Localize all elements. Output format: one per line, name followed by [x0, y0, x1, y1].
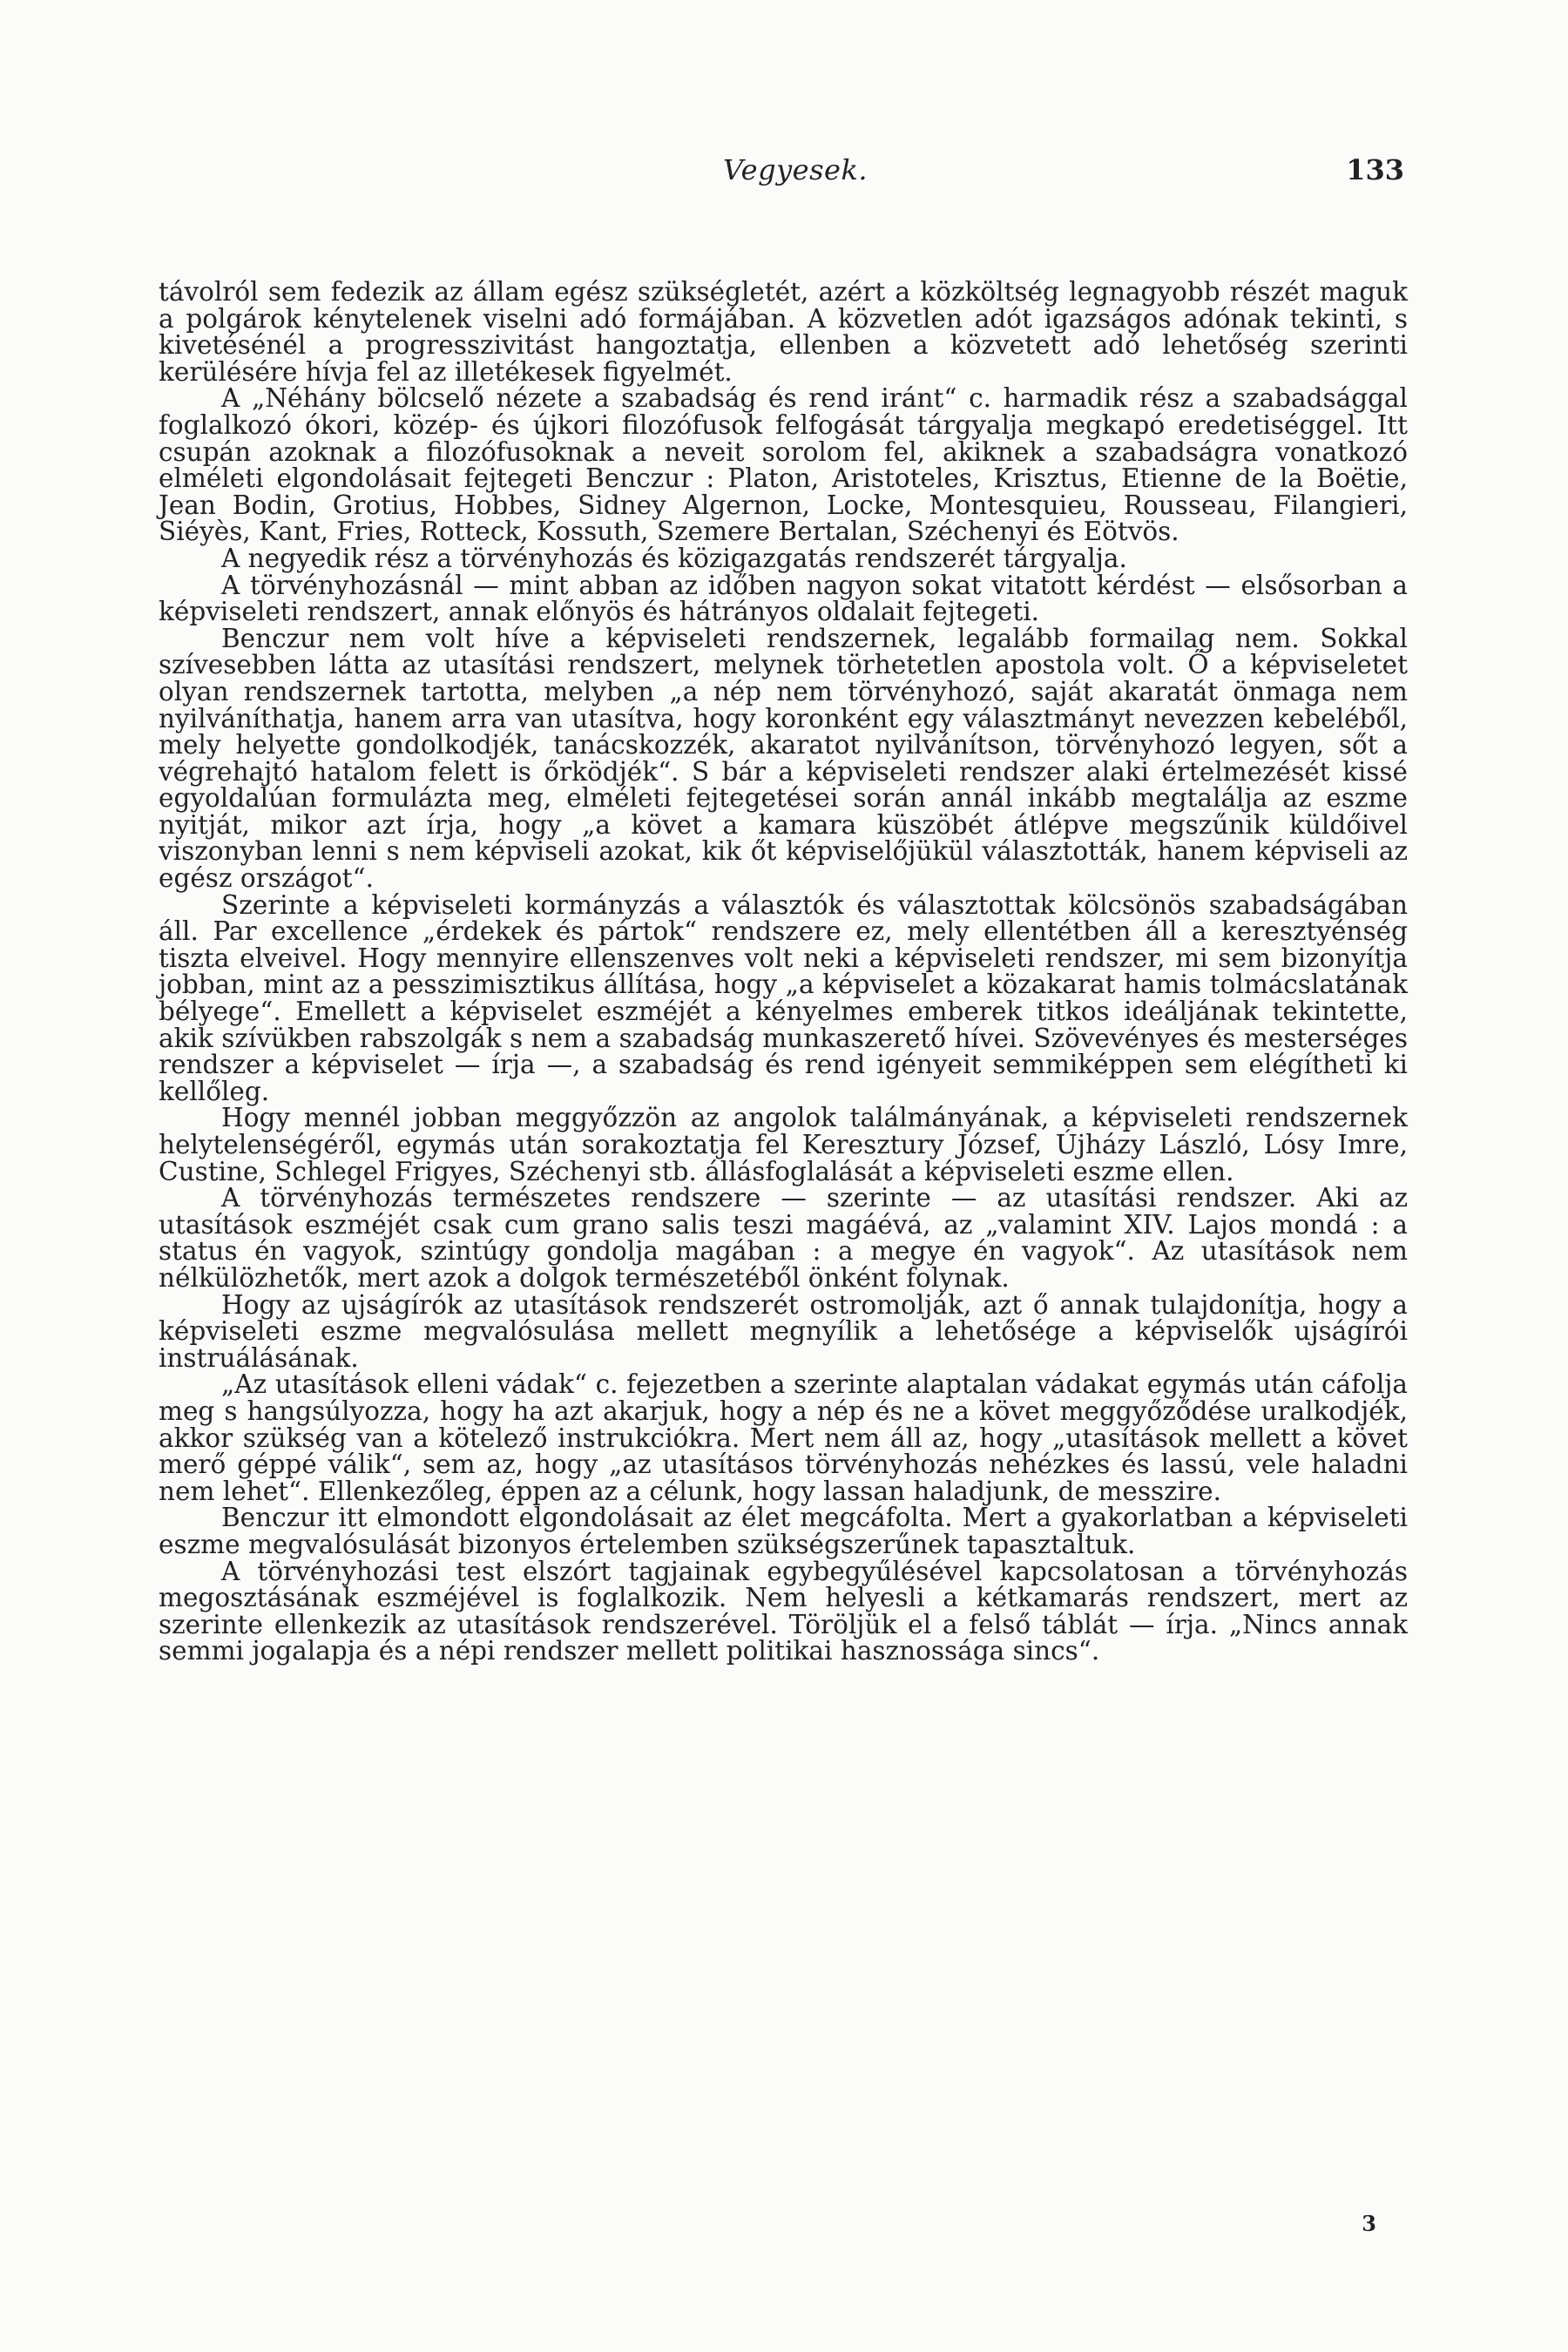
paragraph: távolról sem fedezik az állam egész szükségletét, azért a közköltség legnagyobb részét maguk a polgárok kénytelenek viselni adó formájában. A közvetlen adót igazságos adónak tekinti, s kivetésénél a progresszivitást hangoztatja, ellenben a közvetett adó lehetőség szerinti kerülésére hívja fel az illetékesek figyelmét.	[159, 277, 1408, 387]
paragraph: „Az utasítások elleni vádak“ c. fejezetben a szerinte alaptalan vádakat egymás után cáfolja meg s hangsúlyozza, hogy ha azt akarjuk, hogy a nép és ne a követ meggyőződése uralkodjék, akkor szükség van a kötelező instrukciókra. Mert nem áll az, hogy „utasítások mellett a követ merő géppé válik“, sem az, hogy „az utasításos törvényhozás nehézkes és lassú, vele haladni nem lehet“. Ellenkezőleg, éppen az a célunk, hogy lassan haladjunk, de messzire.	[159, 1369, 1408, 1506]
running-title: Vegyesek.	[723, 153, 868, 186]
paragraph: A törvényhozás természetes rendszere — szerinte — az utasítási rendszer. Aki az utasítások eszméjét csak cum grano salis teszi magáévá, az „valamint XIV. Lajos mondá : a status én vagyok, szintúgy gondolja magában : a megye én vagyok“. Az utasítások nem nélkülözhetők, mert azok a dolgok természetéből önként folynak.	[159, 1183, 1408, 1293]
paragraph: A törvényhozásnál — mint abban az időben nagyon sokat vitatott kérdést — elsősorban a képviseleti rendszert, annak előnyös és hátrányos oldalait fejtegeti.	[159, 570, 1408, 627]
body-text	[159, 279, 1408, 1665]
paragraph: A negyedik rész a törvényhozás és közigazgatás rendszerét tárgyalja.	[221, 543, 1127, 573]
signature-mark: 3	[1362, 2211, 1376, 2236]
paragraph: Benczur itt elmondott elgondolásait az élet megcáfolta. Mert a gyakorlatban a képviseleti eszme megvalósulását bizonyos értelemben szükségszerűnek tapasztaltuk.	[159, 1503, 1408, 1559]
paragraph: A törvényhozási test elszórt tagjainak egybegyűlésével kapcsolatosan a törvényhozás megosztásának eszméjével is foglalkozik. Nem helyesli a kétkamarás rendszert, mert az szerinte ellenkezik az utasítások rendszerével. Töröljük el a felső táblát — írja. „Nincs annak semmi jogalapja és a népi rendszer mellett politikai hasznossága sincs“.	[159, 1556, 1408, 1666]
paragraph: Hogy mennél jobban meggyőzzön az angolok találmányának, a képviseleti rendszernek helytelenségéről, egymás után sorakoztatja fel Keresztury József, Újházy László, Lósy Imre, Custine, Schlegel Frigyes, Széchenyi stb. állásfoglalását a képviseleti eszme ellen.	[159, 1103, 1408, 1186]
paragraph: Hogy az ujságírók az utasítások rendszerét ostromolják, azt ő annak tulajdonítja, hogy a képviseleti eszme megvalósulása mellett megnyílik a lehetősége a képviselők ujságírói instruálásának.	[159, 1289, 1408, 1373]
page-number: 133	[1346, 153, 1404, 186]
paragraph: Benczur nem volt híve a képviseleti rendszernek, legalább formailag nem. Sokkal szívesebben látta az utasítási rendszert, melynek törhetetlen apostola volt. Ő a képviseletet olyan rendszernek tartotta, melyben „a nép nem törvényhozó, saját akaratát önmaga nem nyilváníthatja, hanem arra van utasítva, hogy koronként egy választmányt nevezzen kebeléből, mely helyette gondolkodjék, tanácskozzék, akaratot nyilvánítson, törvényhozó legyen, sőt a végrehajtó hatalom felett is őrködjék“. S bár a képviseleti rendszer alaki értelmezését kissé egyoldalúan formulázta meg, elméleti fejtegetései során annál inkább megtalálja az eszme nyitját, mikor azt írja, hogy „a követ a kamara küszöbét átlépve megszűnik küldőivel viszonyban lenni s nem képviseli azokat, kik őt képviselőjükül választották, hanem képviseli az egész országot“.	[159, 623, 1408, 894]
paragraph: Szerinte a képviseleti kormányzás a választók és választottak kölcsönös szabadságában áll. Par excellence „érdekek és pártok“ rendszere ez, mely ellentétben áll a keresztyénség tiszta elveivel. Hogy mennyire ellenszenves volt neki a képviseleti rendszer, mi sem bizonyítja jobban, mint az a pesszimisztikus állítása, hogy „a képviselet a közakarat hamis tolmácslatának bélyege“. Emellett a képviselet eszméjét a kényelmes emberek titkos ideáljának tekintette, akik szívükben rabszolgák s nem a szabadság munkaszerető hívei. Szövevényes és mesterséges rendszer a képviselet — írja —, a szabadság és rend igényeit semmiképpen sem elégítheti ki kellőleg.	[159, 889, 1408, 1106]
paragraph: A „Néhány bölcselő nézete a szabadság és rend iránt“ c. harmadik rész a szabadsággal foglalkozó ókori, közép- és újkori filozófusok felfogását tárgyalja megkapó eredetiséggel. Itt csupán azoknak a filozófusoknak a neveit sorolom fel, akiknek a szabadságra vonatkozó elméleti elgondolásait fejtegeti Benczur : Platon, Aristoteles, Krisztus, Etienne de la Boëtie, Jean Bodin, Grotius, Hobbes, Sidney Algernon, Locke, Montesquieu, Rousseau, Filangieri, Siéyès, Kant, Fries, Rotteck, Kossuth, Szemere Bertalan, Széchenyi és Eötvös.	[159, 383, 1408, 547]
page-header	[157, 153, 1411, 195]
